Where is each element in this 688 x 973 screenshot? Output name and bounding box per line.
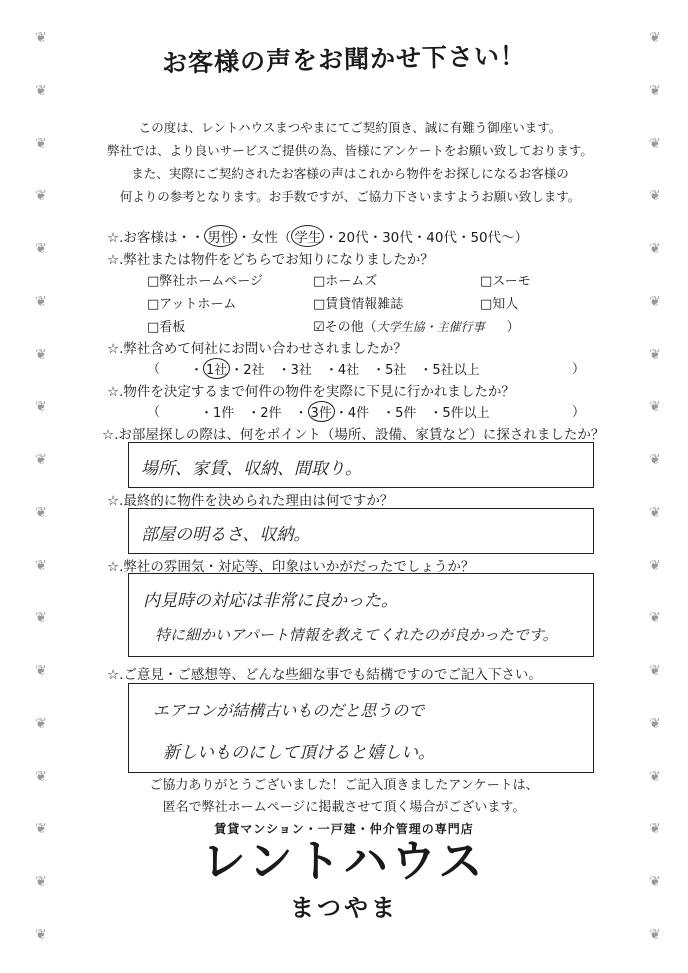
leaf-ornament-icon: ❦ [35,926,47,943]
q1-age-options: ・20代・30代・40代・50代～） [324,230,529,246]
company-logo: レントハウス [201,836,487,887]
other-label: ☑その他（ [313,320,377,335]
question-how-found: ☆.弊社または物件をどちらでお知りになりましたか？ [107,252,434,268]
leaf-ornament-icon: ❦ [649,874,661,890]
intro-line: 何よりの参考となります。お手数ですが、ご協力下さいますようお願い致します。 [119,189,581,204]
answer-male-circled[interactable]: 男性 [204,225,237,247]
q4-options-before: ・1件 ・2件 ・ [200,406,308,421]
leaf-ornament-icon: ❦ [35,452,47,468]
answer-box-deciding-reason[interactable] [128,508,594,554]
answer-3-properties-circled[interactable]: 3件 [308,401,335,422]
company-logo-subtitle: まつやま [290,894,398,922]
leaf-ornament-icon: ❦ [35,821,47,838]
option-suumo[interactable]: □スーモ [480,274,531,289]
leaf-ornament-icon: ❦ [35,188,47,205]
handwritten-answer: 部屋の明るさ、収納。 [141,525,311,545]
question-impression: ☆.弊社の雰囲気・対応等、印象はいかがだったでしょうか？ [107,559,475,575]
leaf-ornament-icon: ❦ [35,874,47,890]
page-title: お客様の声をお聞かせ下さい！ [161,41,527,78]
intro-line: また、実際にご契約されたお客様の声はこれから物件をお探しになるお客様の [131,166,569,181]
option-company-website[interactable]: □弊社ホームページ [147,274,264,289]
question-properties-viewed: ☆.物件を決定するまで何件の物件を実際に下見に行かれましたか？ [107,384,515,400]
q3-open-paren: （ [147,362,161,377]
answer-box-comments[interactable] [128,683,594,773]
leaf-ornament-icon: ❦ [649,768,661,785]
q1-female-option: ・女性（ [237,230,292,246]
leaf-ornament-icon: ❦ [35,135,47,152]
intro-text [60,116,640,208]
leaf-ornament-icon: ❦ [649,241,661,257]
q3-other-options: ・2社 ・3社 ・4社 ・5社 ・5社以上 [230,363,480,378]
answer-1-company-circled[interactable]: 1社 [203,358,230,379]
q3-options: ・ 1社 ・2社 ・3社 ・4社 ・5社 ・5社以上 [190,358,480,379]
answer-student-circled[interactable]: 学生 [291,225,324,247]
handwritten-answer-line2: 新しいものにして頂けると嬉しい。 [163,743,435,763]
option-rental-magazine[interactable]: □賃貸情報雑誌 [313,297,404,312]
leaf-ornament-icon: ❦ [35,715,47,732]
leaf-ornament-icon: ❦ [35,30,47,46]
q4-close-paren: ） [572,405,586,420]
question-comments: ☆.ご意見・ご感想等、どんな些細な事でも結構ですのでご記入下さい。 [107,667,542,683]
company-tagline: 賃貸マンション・一戸建・仲介管理の専門店 [214,822,474,836]
handwritten-answer-line1: 内見時の対応は非常に良かった。 [143,591,398,611]
answer-box-search-points[interactable] [128,442,594,488]
q1-prefix: ☆.お客様は・・ [107,230,205,246]
leaf-ornament-icon: ❦ [649,504,661,521]
leaf-ornament-icon: ❦ [649,610,661,627]
q4-open-paren: （ [147,405,161,420]
handwritten-answer-line2: 特に細かいアパート情報を教えてくれたのが良かったです。 [155,626,558,644]
leaf-ornament-icon: ❦ [35,557,47,574]
leaf-ornament-icon: ❦ [35,399,47,416]
closing-message-line: ご協力ありがとうございました！ご記入頂きましたアンケートは、 [149,778,539,793]
closing-message-line: 匿名で弊社ホームページに掲載させて頂く場合がございます。 [162,800,526,815]
option-homes[interactable]: □ホームズ [313,274,378,289]
leaf-ornament-icon: ❦ [649,188,661,205]
leaf-ornament-icon: ❦ [35,768,47,785]
leaf-ornament-icon: ❦ [649,30,661,46]
leaf-ornament-icon: ❦ [649,557,661,574]
leaf-ornament-icon: ❦ [649,663,661,679]
other-handwritten-answer: 大学生協・主催行事 [376,320,485,334]
handwritten-answer: 場所、家賃、収納、間取り。 [141,459,362,479]
leaf-ornament-icon: ❦ [649,82,661,99]
leaf-ornament-icon: ❦ [35,610,47,627]
leaf-ornament-icon: ❦ [35,346,47,363]
option-acquaintance[interactable]: □知人 [480,297,519,312]
q4-options [200,401,490,422]
leaf-ornament-icon: ❦ [649,399,661,416]
leaf-ornament-icon: ❦ [649,821,661,838]
question-deciding-reason: ☆.最終的に物件を決められた理由は何ですか？ [107,493,394,509]
leaf-ornament-icon: ❦ [35,241,47,257]
question-companies-contacted: ☆.弊社含めて何社にお問い合わせされましたか？ [107,341,407,357]
option-signboard[interactable]: □看板 [147,320,186,335]
q4-options-after: ・4件 ・5件 ・5件以上 [334,406,490,421]
leaf-ornament-icon: ❦ [649,926,661,943]
question-search-points: ☆.お部屋探しの際は、何をポイント（場所、設備、家賃など）に探されましたか？ [102,427,605,443]
option-other-checked[interactable] [313,316,520,335]
option-athome[interactable]: □アットホーム [147,297,237,312]
leaf-ornament-icon: ❦ [649,715,661,732]
q3-close-paren: ） [572,362,586,377]
other-close: ） [506,320,520,335]
leaf-ornament-icon: ❦ [649,452,661,468]
leaf-ornament-icon: ❦ [35,504,47,521]
question-customer-type [107,225,528,247]
leaf-ornament-icon: ❦ [649,135,661,152]
intro-line: 弊社では、より良いサービスご提供の為、皆様にアンケートをお願い致しております。 [107,143,593,158]
leaf-ornament-icon: ❦ [35,663,47,679]
handwritten-answer-line1: エアコンが結構古いものだと思うので [153,701,425,720]
leaf-ornament-icon: ❦ [35,293,47,310]
leaf-ornament-icon: ❦ [649,293,661,310]
leaf-ornament-icon: ❦ [35,82,47,99]
leaf-ornament-icon: ❦ [649,346,661,363]
answer-box-impression[interactable] [128,573,594,657]
intro-line: この度は、レントハウスまつやまにてご契約頂き、誠に有難う御座います。 [138,120,562,135]
